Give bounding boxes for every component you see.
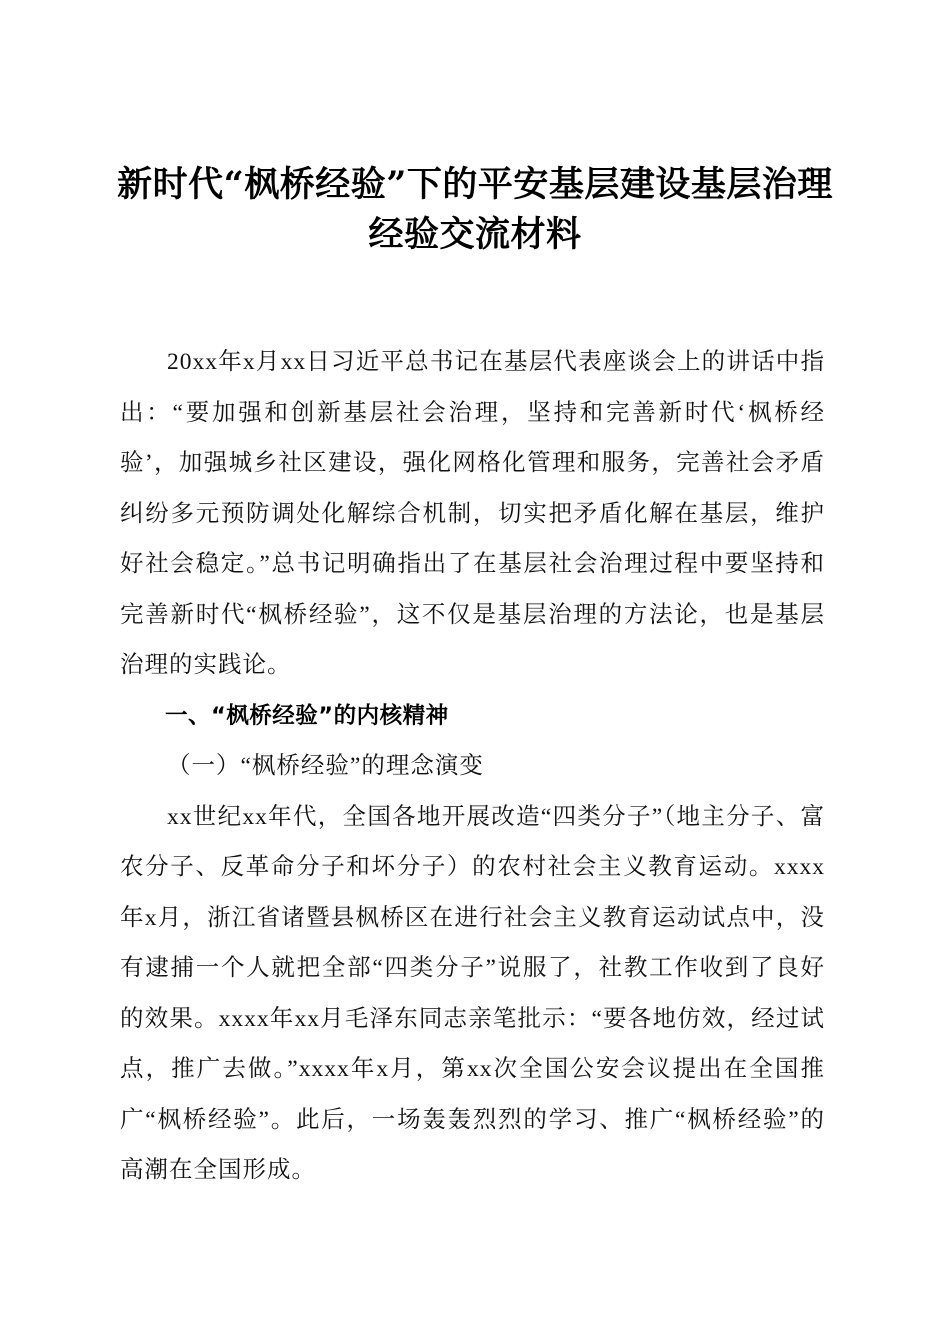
document-body — [120, 337, 825, 1196]
document-title: 新时代“枫桥经验”下的平安基层建设基层治理经验交流材料 — [117, 164, 833, 255]
subsection-heading-1: （一）“枫桥经验”的理念演变 — [167, 753, 484, 779]
history-paragraph: xx世纪xx年代，全国各地开展改造“四类分子”（地主分子、富农分子、反革命分子和坏分子）的农村社会主义教育运动。xxxx年x月，浙江省诸暨县枫桥区在进行社会主义教育运动试点中，没有逮捕一个人就把全部“四类分子”说服了，社教工作收到了良好的效果。xxxx年xx月毛泽东同志亲笔批示：“要各地仿效，经过试点，推广去做。”xxxx年x月，第xx次全国公安会议提出在全国推广“枫桥经验”。此后，一场轰轰烈烈的学习、推广“枫桥经验”的高潮在全国形成。 — [120, 803, 825, 1183]
section-heading-1: 一、“枫桥经验”的内核精神 — [165, 702, 449, 729]
intro-paragraph: 20xx年x月xx日习近平总书记在基层代表座谈会上的讲话中指出：“要加强和创新基层社会治理，坚持和完善新时代‘枫桥经验’，加强城乡社区建设，强化网格化管理和服务，完善社会矛盾纠纷多元预防调处化解综合机制，切实把矛盾化解在基层，维护好社会稳定。”总书记明确指出了在基层社会治理过程中要坚持和完善新时代“枫桥经验”，这不仅是基层治理的方法论，也是基层治理的实践论。 — [120, 349, 825, 678]
